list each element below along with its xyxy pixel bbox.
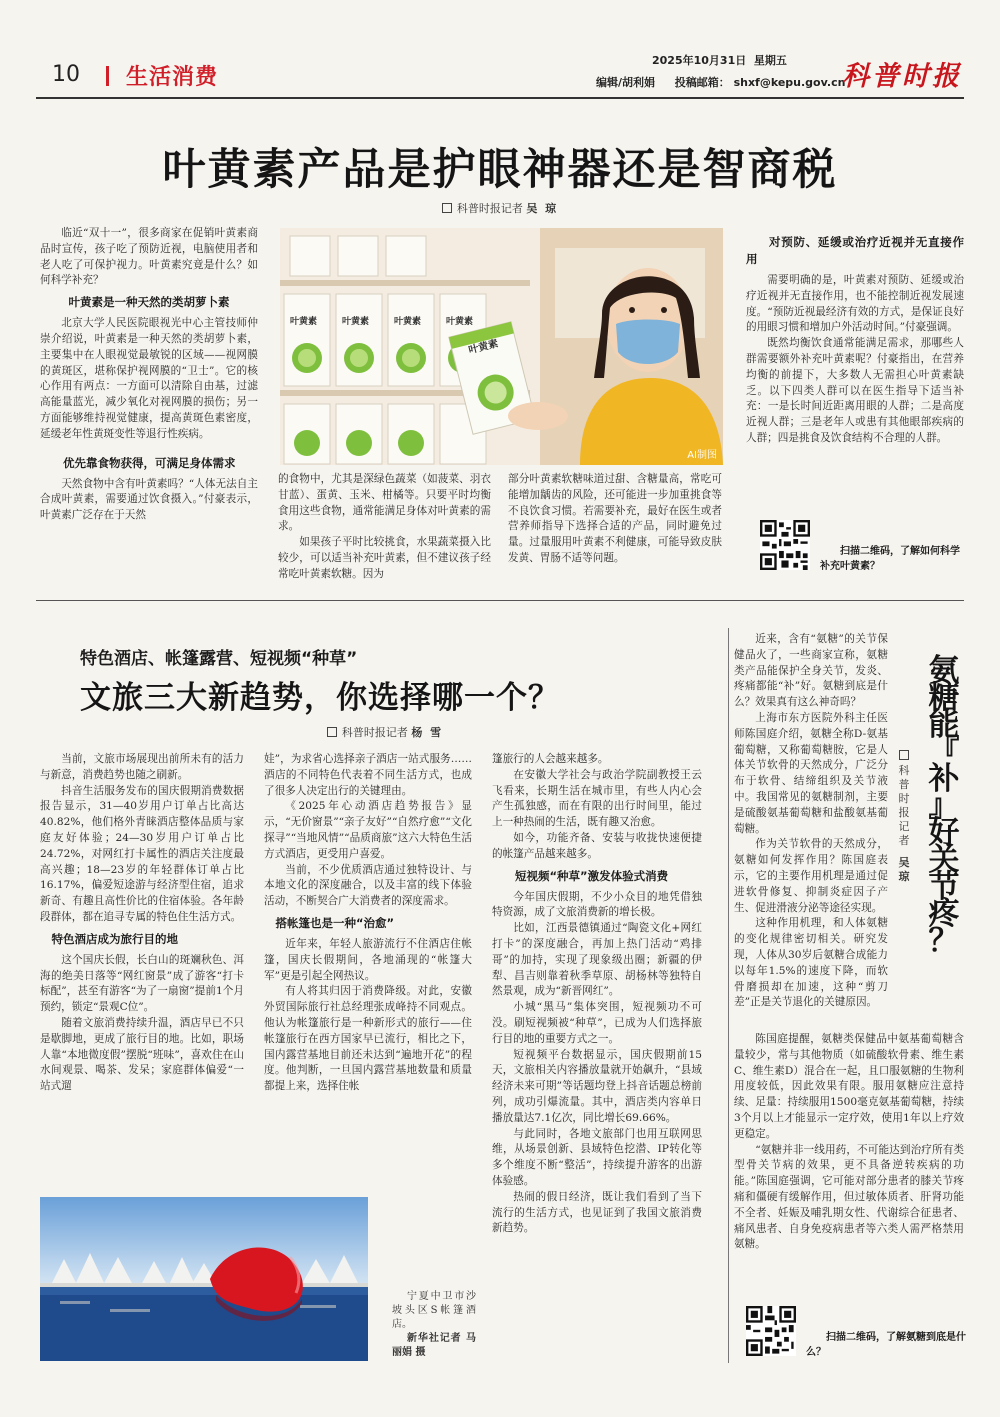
article2-subhead-3: 短视频“种草”激发体验式消费 [515,868,669,883]
byline-box-icon [442,203,452,213]
tent-hotel-photo [40,1197,368,1361]
article2-para: 当前，不少优质酒店通过独特设计、与本地文化的深度融合，以及丰富的线下体验活动，不断契合广大消费者的深度需求。 [264,863,472,908]
article3-title-char: 『 [928,734,960,770]
article3-byline-char: 记 [898,820,910,833]
article2-title: 文旅三大新趋势，你选择哪一个？ [80,680,560,716]
pharmacy-shelf-illustration [280,228,723,465]
article2-para: 有人将其归因于消费降级。对此，安徽外贸国际旅行社总经理张成峰持不同观点。他认为帐篷旅行是一种新形式的旅行——住帐篷旅行在西方国家早已流行，相比之下，国内露营基地目前还未达到“遍地开花”的程度。他判断，一旦国内露营基地数量和质量都提上来，选择住帐 [264,985,472,1093]
article3-para: 上海市东方医院外科主任医师陈国庭介绍，氨糖全称D-氨基葡萄糖，又称葡萄糖胺，它是人体关节软骨的天然成分，广泛分布于软骨、结缔组织及关节液中。我国常见的氨糖制剂，主要是硫酸氨基葡萄糖和盐酸氨基葡萄糖。 [734,711,888,835]
article3-title-char: 关 [928,842,960,878]
svg-text:叶黄素: 叶黄素 [394,317,422,327]
article1-subhead-2: 优先靠食物获得，可满足身体需求 [63,455,236,470]
article1-para: 需要明确的是，叶黄素对预防、延缓或治疗近视并无直接作用，也不能控制近视发展速度。“预防近视最经济有效的方式，是保证良好的用眼习惯和增加户外活动时间。”付豪强调。 [746,274,964,334]
article3-para: “氨糖并非一线用药，不可能达到治疗所有类型骨关节病的效果，更不具备逆转疾病的功能。”陈国庭强调，它可能对部分患者的膝关节疼痛和僵硬有缓解作用，但过敏体质者、肝肾功能不全者、妊娠及哺乳期女性、代谢综合征患者、痛风患者、自身免疫病患者等六类人需严格禁用氨糖。 [734,1143,964,1251]
article2-para: 短视频平台数据显示，国庆假期前15天，文旅相关内容播放量就开始飙升，“县域经济未来可期”等话题均登上抖音话题总榜前列，成功引爆流量。其中，酒店类内容单日播放量达7.1亿次，同比增长69.66%。 [492,1048,702,1124]
article3-title-char: ？ [928,923,960,959]
article3-byline-char: 普 [898,778,910,791]
editor-name: 编辑/胡利娟 [596,76,656,89]
article2-para: 热闹的假日经济，既让我们看到了当下流行的生活方式，也见证到了我国文旅消费新趋势。 [492,1190,702,1235]
section-name: 生活消费 [126,65,219,90]
article2-kicker: 特色酒店、帐篷露营、短视频“种草” [80,649,358,669]
page-header [36,52,966,98]
page-number: 10 [52,62,80,87]
article2-col2 [264,752,472,1095]
article2-photo [40,1197,368,1361]
article3-para: 陈国庭提醒，氨糖类保健品中氨基葡萄糖含量较少，常与其他物质（如硫酸软骨素、维生素C、维生素D）混合在一起，且口服氨糖的生物利用度较低，因此效果有限。服用氨糖应注意持续、足量：持续服用1500毫克氨基葡萄糖，持续3个月以上才能显示一定疗效，使用1年以上疗效更稳定。 [734,1033,964,1140]
article2-para: 比如，江西景德镇通过“陶瓷文化+网红打卡”的深度融合，再加上热门活动“鸡排哥”的加持，实现了现象级出圈；新疆的伊犁、昌吉则靠着秋季草原、胡杨林等独特自然景观，成为“新晋网红”。 [492,922,702,998]
article1-para: 的食物中，尤其是深绿色蔬菜（如菠菜、羽衣甘蓝）、蛋黄、玉米、柑橘等。只要平时均衡食用这些食物，通常能满足身体对叶黄素的需求。 [278,473,491,533]
article3-title-char: 好 [928,815,960,851]
section-separator [36,600,964,601]
article1-para: 如果孩子平时比较挑食，水果蔬菜摄入比较少，可以适当补充叶黄素，但不建议孩子经常吃叶黄素软糖。因为 [278,536,491,580]
masthead-logo: 科普时报 [842,61,962,92]
article2-para: 这个国庆长假，长白山的斑斓秋色、洱海的绝美日落等“网红窗景”成了游客“打卡标配”，甚至有游客“为了一扇窗”提前1个月预约，锁定“景观C位”。 [40,953,244,1014]
photo-caption-block [392,1290,476,1360]
article3-title-char: 能 [928,707,960,743]
email-address[interactable]: shxf@kepu.gov.cn [733,76,846,89]
article1-para: 北京大学人民医院眼视光中心主管技师仲崇介绍说，叶黄素是一种天然的类胡萝卜素，主要集中在人眼视觉最敏锐的区域——视网膜的黄斑区，堪称保护视网膜的“卫士”。它的核心作用有两点：一方面可以清除自由基，过滤高能量蓝光，减少氧化对视网膜的损伤；另一方面能够维持视觉健康，提高黄斑色素密度，延缓老年性黄斑变性等退行性疾病。 [40,317,258,440]
byline-author: 吴 琼 [526,202,559,215]
article2-para: 在安徽大学社会与政治学院副教授王云飞看来，长期生活在城市里，有些人内心会产生孤独感，而在有限的出行时间里，能过上一种热闹的生活，既有趣又治愈。 [492,768,702,829]
article2-para: 娃”，为求省心选择亲子酒店一站式服务……酒店的不同特色代表着不同生活方式，也成了很多人决定出行的关键理由。 [264,753,472,797]
qr-code-lutein[interactable] [760,520,810,570]
article2-subhead-1: 特色酒店成为旅行目的地 [51,931,178,946]
article2-para: 随着文旅消费持续升温，酒店早已不只是歇脚地，更成了旅行目的地。比如，职场人靠“本地微度假”摆脱“班味”，喜欢住在山水间观景、喝茶、发呆；家庭群体偏爱“一站式遛 [40,1016,244,1093]
article1-byline: 科普时报记者 吴 琼 [380,200,620,216]
issue-date: 2025年10月31日 星期五 [652,54,787,67]
article3-byline [894,750,914,884]
article1-col2 [278,472,491,583]
article1-col4 [746,234,964,447]
article3-byline-char: 时 [898,792,910,805]
article2-col3 [492,752,702,1237]
qr-code-icon [746,1306,796,1356]
article3-title-char: 节 [928,869,960,905]
article2-para: 当前，文旅市场展现出前所未有的活力与新意，消费趋势也随之刷新。 [40,753,244,781]
svg-text:叶黄素: 叶黄素 [342,317,370,327]
article3-para: 近来，含有“氨糖”的关节保健品火了，一些商家宣称，氨糖类产品能保护全身关节，发炎、疼痛都能“补”好。氨糖到底是什么？效果真有这么神奇吗？ [734,633,888,709]
article3-byline-char: 报 [898,806,910,819]
article1-col3 [508,472,722,567]
article1-subhead-3: 对预防、延缓或治疗近视并无直接作用 [746,235,964,266]
article1-subhead-1: 叶黄素是一种天然的类胡萝卜素 [68,295,230,310]
article2-para: 今年国庆假期，不少小众目的地凭借独特资源，成了文旅消费新的增长极。 [492,890,702,919]
article3-title-char: 氨 [928,653,960,689]
article1-col1 [40,226,258,524]
article3-title-char: 糖 [928,680,960,716]
article1-title: 叶黄素产品是护眼神器还是智商税 [162,145,838,195]
header-rule [36,97,964,99]
article3-byline-char: 者 [898,834,910,847]
email-label: 投稿邮箱： [674,76,730,89]
article2-byline: 科普时报记者 杨 雪 [280,724,490,740]
article1-para: 既然均衡饮食通常能满足需求，那哪些人群需要额外补充叶黄素呢？付豪指出，在营养均衡的前提下，大多数人无需担心叶黄素缺乏。以下四类人群可以在医生指导下适当补充：一是长时间近距离用眼的人群；二是高度近视人群；三是老年人或患有其他眼部疾病的人群；四是挑食及饮食结构不合理的人群。 [746,337,964,444]
article2-para: 抖音生活服务发布的国庆假期消费数据报告显示，31—40岁用户订单占比高达40.82%，他们格外青睐酒店整体品质与家庭友好体验；24—30岁用户订单占比24.72%，对网红打卡属性的酒店关注度最高兴趣；18—23岁的年轻群体订单占比16.17%，偏爱短途游与经济型住宿，追求新奇、有趣且高性价比的住宿体验。各年龄段群体，都在追寻专属的特色住生活方式。 [40,784,244,923]
svg-text:叶黄素: 叶黄素 [290,317,318,327]
article1-para: 天然食物中含有叶黄素吗？“人体无法自主合成叶黄素，需要通过饮食摄入。”付豪表示，叶黄素广泛存在于天然 [40,477,258,522]
ai-image-label: AI制图 [687,450,717,461]
article3-para: 作为关节软骨的天然成分，氨糖如何发挥作用？陈国庭表示，它的主要作用机理是通过促进软骨修复、抑制炎症因子产生、促进滑液分泌等途径实现。 [734,838,888,914]
byline-box-icon [899,750,909,760]
article1-lead: 临近“双十一”，很多商家在促销叶黄素商品时宣传，孩子吃了预防近视，电脑使用者和老人吃了可保护视力。叶黄素究竟是什么？如何科学补充？ [40,227,258,287]
byline-box-icon [327,727,337,737]
article1-photo [280,228,723,465]
photo-credit: 新华社记者 马丽娟 摄 [392,1333,476,1358]
article2-para: 篷旅行的人会越来越多。 [492,753,609,765]
qr-code-icon [760,520,810,570]
article3-col1 [734,632,888,1011]
article3-para: 这种作用机理，和人体氨糖的变化规律密切相关。研究发现，人体从30岁后氨糖合成能力以每年1.5%的速度下降，而软骨磨损却在加速，这种“剪刀差”正是关节退化的关键原因。 [734,917,888,1009]
article3-byline-author-char: 琼 [898,870,910,883]
article2-para: 小城“黑马”集体突围，短视频功不可没。刷短视频被“种草”，已成为人们选择旅行目的地的重要方式之一。 [492,1001,702,1045]
article3-byline-author-char: 吴 [898,856,910,869]
article2-para: 如今，功能齐备、安装与收拢快速便捷的帐篷产品越来越多。 [492,831,702,860]
article3-title-char: 疼 [928,896,960,932]
article2-col1 [40,752,244,1095]
article3-byline-char: 科 [898,764,910,777]
article3-title [922,653,966,959]
svg-text:叶黄素: 叶黄素 [446,317,474,327]
article2-para: 《2025年心动酒店趋势报告》显示，“无价窗景”“亲子友好”“自然疗愈”“文化探寻”“当地风情”“品质商旅”这六大特色生活方式酒店，更受用户喜爱。 [264,800,472,860]
article2-subhead-2: 搭帐篷也是一种“治愈” [275,915,395,930]
qr-code-glucosamine[interactable] [746,1306,796,1356]
article3-title-char: 补 [928,761,960,797]
editor-line [596,74,845,90]
article3-col2 [734,1032,964,1253]
box-label: 叶黄素 [467,338,500,357]
qr-caption-glucosamine: 扫描二维码，了解氨糖到底是什么？ [806,1332,966,1358]
photo-caption: 宁夏中卫市沙坡头区S帐篷酒店。 [392,1291,476,1330]
article1-para: 部分叶黄素软糖味道过甜、含糖量高，常吃可能增加龋齿的风险，还可能进一步加重挑食等不良饮食习惯。若需要补充，最好在医生或者营养师指导下选择合适的产品，同时避免过量。过量服用叶黄素不利健康，可能导致皮肤发黄、胃肠不适等问题。 [508,473,722,564]
byline-author: 杨 雪 [411,726,444,739]
qr-caption-lutein: 扫描二维码，了解如何科学补充叶黄素？ [820,546,960,572]
column-separator [728,628,729,1363]
header-divider-bar [106,66,109,86]
article2-para: 与此同时，各地文旅部门也用互联网思维，从场景创新、县域特色挖潜、IP转化等多个维度不断“整活”，持续提升游客的出游体验感。 [492,1127,702,1187]
article3-title-char: 』 [928,788,960,824]
article2-para: 近年来，年轻人旅游流行不住酒店住帐篷，国庆长假期间，各地涌现的“帐篷大军”更是引起全网热议。 [264,937,472,982]
